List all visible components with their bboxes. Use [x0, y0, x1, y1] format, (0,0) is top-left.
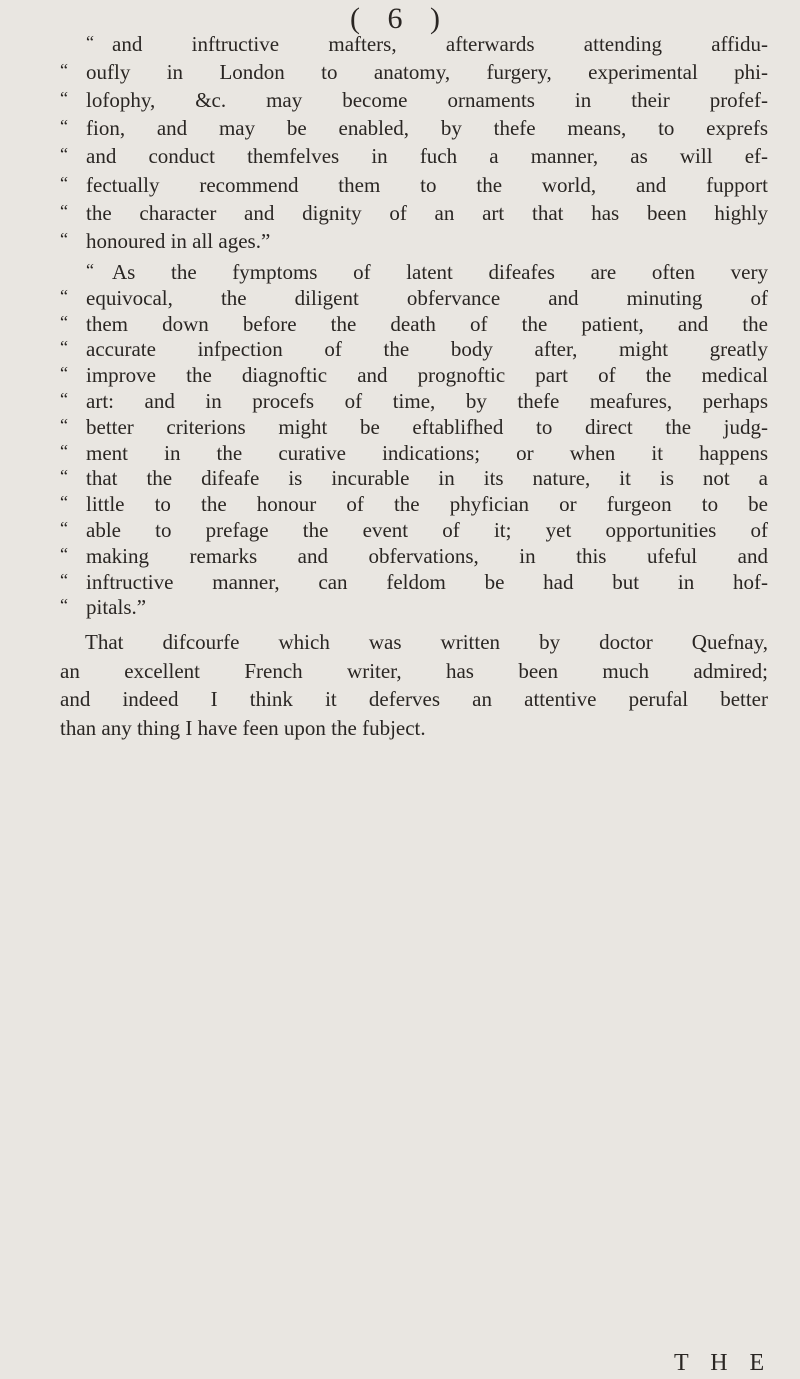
line-text: That difcourfe which was written by doctor Quefnay, [85, 630, 768, 654]
text-line [60, 88, 768, 113]
line-text: oufly in London to anatomy, furgery, experimental phi- [86, 60, 768, 85]
text-line [60, 570, 768, 595]
line-text: little to the honour of the phyfician or furgeon to be [86, 492, 768, 517]
quote-mark: “ [60, 440, 68, 461]
line-text: than any thing I have feen upon the fubject. [60, 715, 426, 740]
text-line [60, 466, 768, 491]
line-text: fectually recommend them to the world, and fupport [86, 172, 768, 197]
quote-mark: “ [60, 492, 68, 513]
quote-mark: “ [60, 337, 68, 358]
line-text: that the difeafe is incurable in its nature, it is not a [86, 466, 768, 491]
text-line [85, 630, 768, 655]
text-line [60, 229, 768, 254]
text-line [60, 173, 768, 198]
text-line [60, 415, 768, 440]
line-text: an excellent French writer, has been much admired; [60, 658, 768, 683]
line-text: honoured in all ages.” [86, 228, 271, 253]
quote-mark: “ [60, 116, 68, 137]
text-line [60, 492, 768, 517]
text-line [60, 260, 768, 285]
quote-mark: “ [60, 414, 68, 435]
quote-mark: “ [60, 228, 68, 249]
page-number-header: ( 6 ) [350, 2, 450, 35]
text-line [60, 201, 768, 226]
text-line [60, 441, 768, 466]
line-text: and indeed I think it deferves an attentive perufal better [60, 687, 768, 711]
line-text: the character and dignity of an art that has been highly [86, 200, 768, 225]
quote-mark: “ [60, 595, 68, 616]
quote-mark: “ [86, 260, 94, 280]
text-line [60, 144, 768, 169]
line-text: ment in the curative indications; or when it happens [86, 440, 768, 465]
quote-mark: “ [60, 569, 68, 590]
text-line [60, 363, 768, 388]
quote-mark: “ [60, 389, 68, 409]
line-text: pitals.” [86, 595, 147, 620]
line-text: fion, and may be enabled, by thefe means, to exprefs [86, 116, 768, 141]
quote-mark: “ [60, 518, 68, 538]
line-text: As the fymptoms of latent difeafes are often very [112, 260, 768, 284]
line-text: and inftructive mafters, afterwards attending affidu- [112, 32, 768, 56]
text-line [60, 389, 768, 414]
quote-mark: “ [60, 172, 68, 193]
text-line [60, 32, 768, 57]
quote-mark: “ [60, 88, 68, 109]
quote-mark: “ [60, 311, 68, 332]
text-line [60, 312, 768, 337]
quote-mark: “ [60, 285, 68, 306]
line-text: able to prefage the event of it; yet opportunities of [86, 518, 768, 542]
line-text: improve the diagnoftic and prognoftic part of the medical [86, 363, 768, 388]
line-text: lofophy, &c. may become ornaments in their profef- [86, 88, 768, 113]
quote-mark: “ [60, 543, 68, 564]
quote-mark: “ [60, 60, 68, 81]
line-text: better criterions might be eftablifhed to direct the judg- [86, 414, 768, 439]
line-text: and conduct themfelves in fuch a manner, as will ef- [86, 144, 768, 169]
quote-mark: “ [60, 363, 68, 384]
quote-mark: “ [60, 466, 68, 487]
quote-mark: “ [60, 144, 68, 165]
text-line [60, 716, 768, 741]
line-text: equivocal, the diligent obfervance and minuting of [86, 285, 768, 310]
quote-mark: “ [60, 200, 68, 221]
line-text: accurate infpection of the body after, might greatly [86, 337, 768, 362]
quote-mark: “ [86, 32, 94, 52]
line-text: inftructive manner, can feldom be had but in hof- [86, 569, 768, 594]
text-line [60, 337, 768, 362]
text-line [60, 116, 768, 141]
line-text: them down before the death of the patient, and the [86, 311, 768, 336]
text-line [60, 595, 768, 620]
text-line [60, 687, 768, 712]
catchword: T H E [674, 1350, 773, 1376]
line-text: making remarks and obfervations, in this ufeful and [86, 543, 768, 568]
text-line [60, 286, 768, 311]
text-line [60, 60, 768, 85]
text-line [60, 518, 768, 543]
text-line [60, 659, 768, 684]
text-line [60, 544, 768, 569]
line-text: art: and in procefs of time, by thefe meafures, perhaps [86, 389, 768, 413]
